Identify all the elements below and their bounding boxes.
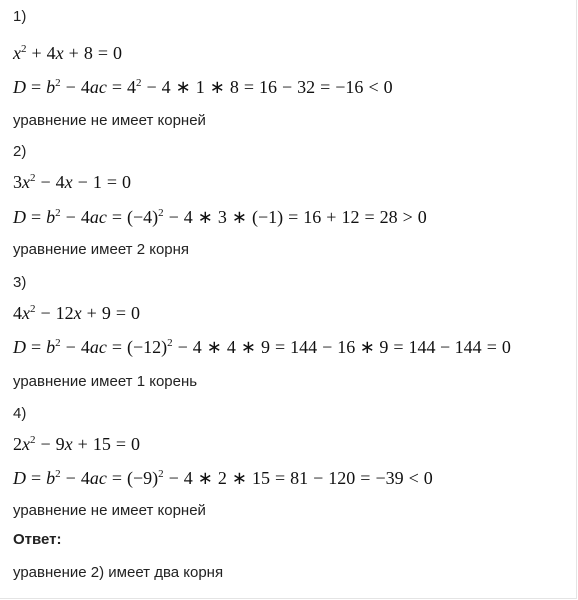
conclusion: уравнение имеет 1 корень — [13, 373, 198, 390]
discriminant-formula: $D = b^2 - 4ac = (-12)^2 - 4$ ∗ 4 ∗ 9 = 144 − 16 ∗ 9 = 144 − 144 = 0 — [13, 337, 511, 357]
conclusion: уравнение не имеет корней — [13, 502, 206, 519]
item-number: 4) — [13, 405, 27, 422]
item-number: 1) — [13, 8, 27, 25]
discriminant-formula: $D = b^2 - 4ac = 4^2 - 4$ ∗ 1 ∗ 8 = 16 − 32 = −16 < 0 — [13, 77, 393, 97]
item-number: 3) — [13, 274, 27, 291]
discriminant-formula: $D = b^2 - 4ac = (-4)^2 - 4$ ∗ 3 ∗ (−1) = 16 + 12 = 28 > 0 — [13, 207, 427, 227]
conclusion: уравнение имеет 2 корня — [13, 241, 190, 258]
equation: $4x^2 - 12x + 9 = 0$ — [13, 303, 140, 323]
answer-heading: Ответ: — [13, 531, 62, 548]
equation: $2x^2 - 9x + 15 = 0$ — [13, 434, 140, 454]
discriminant-formula: $D = b^2 - 4ac = (-9)^2 - 4$ ∗ 2 ∗ 15 = 81 − 120 = −39 < 0 — [13, 468, 433, 488]
item-number: 2) — [13, 143, 27, 160]
equation: $3x^2 - 4x - 1 = 0$ — [13, 172, 131, 192]
conclusion: уравнение не имеет корней — [13, 112, 206, 129]
answer-text: уравнение 2) имеет два корня — [13, 564, 224, 581]
equation: $x^2 + 4x + 8 = 0$ — [13, 43, 122, 63]
